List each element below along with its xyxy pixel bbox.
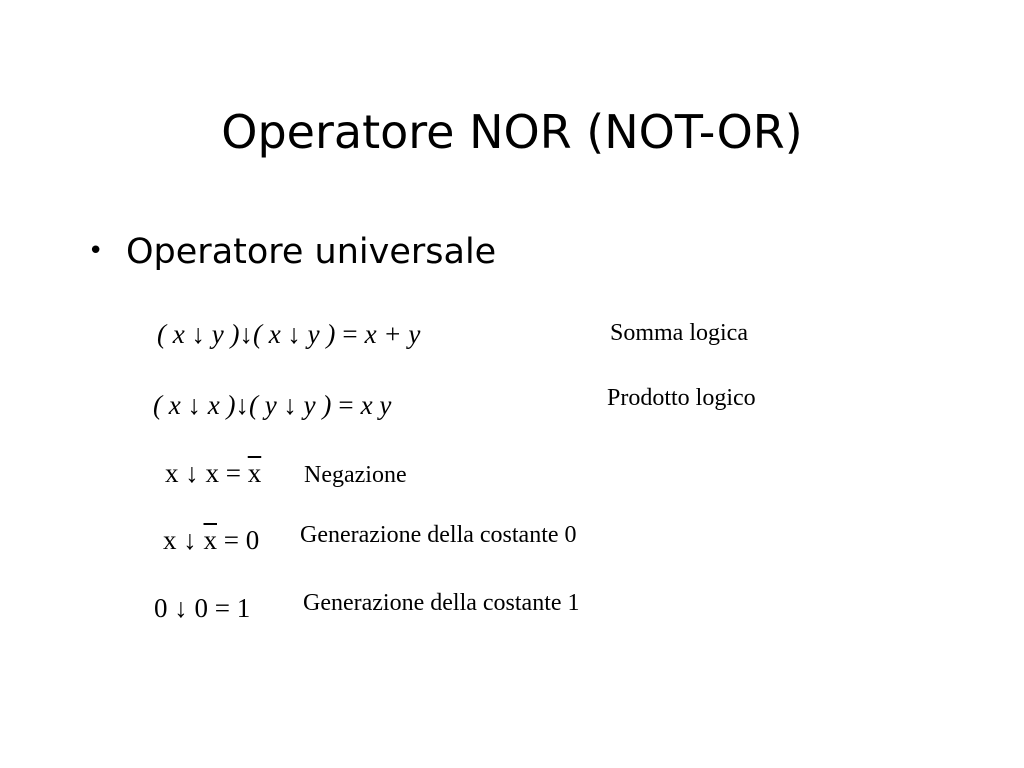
formula-costante-1-a: 0 bbox=[154, 593, 168, 623]
nor-arrow-icon: ↓ bbox=[183, 525, 197, 555]
formula-costante-0-result: 0 bbox=[245, 525, 260, 555]
formula-costante-1-result: 1 bbox=[236, 593, 251, 623]
formula-somma-rhs: x + y bbox=[364, 319, 421, 349]
caption-somma: Somma logica bbox=[610, 320, 748, 346]
formula-costante-0-b: $\overline{x}$ bbox=[203, 525, 217, 555]
caption-costante-0: Generazione della costante 0 bbox=[300, 522, 577, 548]
nor-arrow-icon: ↓ bbox=[174, 593, 188, 623]
formula-costante-1-equals: = bbox=[214, 593, 230, 623]
formula-costante-0-a: x bbox=[163, 525, 177, 555]
caption-negazione: Negazione bbox=[304, 462, 407, 488]
formula-costante-1 bbox=[154, 592, 250, 624]
formula-somma bbox=[157, 318, 420, 350]
formula-costante-1-b: 0 bbox=[194, 593, 208, 623]
formula-costante-0 bbox=[163, 524, 259, 556]
bullet-text: Operatore universale bbox=[126, 232, 497, 272]
formula-negazione-a: x bbox=[165, 458, 179, 488]
formula-negazione-equals: = bbox=[225, 458, 241, 488]
caption-costante-1: Generazione della costante 1 bbox=[303, 590, 580, 616]
nor-arrow-icon: ↓ bbox=[185, 458, 199, 488]
formula-costante-0-equals: = bbox=[223, 525, 239, 555]
formula-prodotto-equals: = bbox=[338, 390, 354, 420]
formula-somma-lhs: ( x ↓ y )↓( x ↓ y ) bbox=[157, 319, 336, 349]
bullet-icon: • bbox=[88, 236, 104, 266]
slide-title: Operatore NOR (NOT-OR) bbox=[221, 105, 803, 159]
caption-prodotto: Prodotto logico bbox=[607, 385, 756, 411]
formula-negazione-result: $\overline{x}$ bbox=[247, 458, 262, 488]
formula-prodotto-rhs: x y bbox=[360, 390, 392, 420]
formula-negazione-b: x bbox=[205, 458, 219, 488]
formula-negazione bbox=[165, 457, 261, 489]
formula-somma-equals: = bbox=[342, 319, 358, 349]
bullet-item bbox=[88, 228, 496, 275]
formula-prodotto bbox=[153, 389, 391, 421]
formula-prodotto-lhs: ( x ↓ x )↓( y ↓ y ) bbox=[153, 390, 332, 420]
